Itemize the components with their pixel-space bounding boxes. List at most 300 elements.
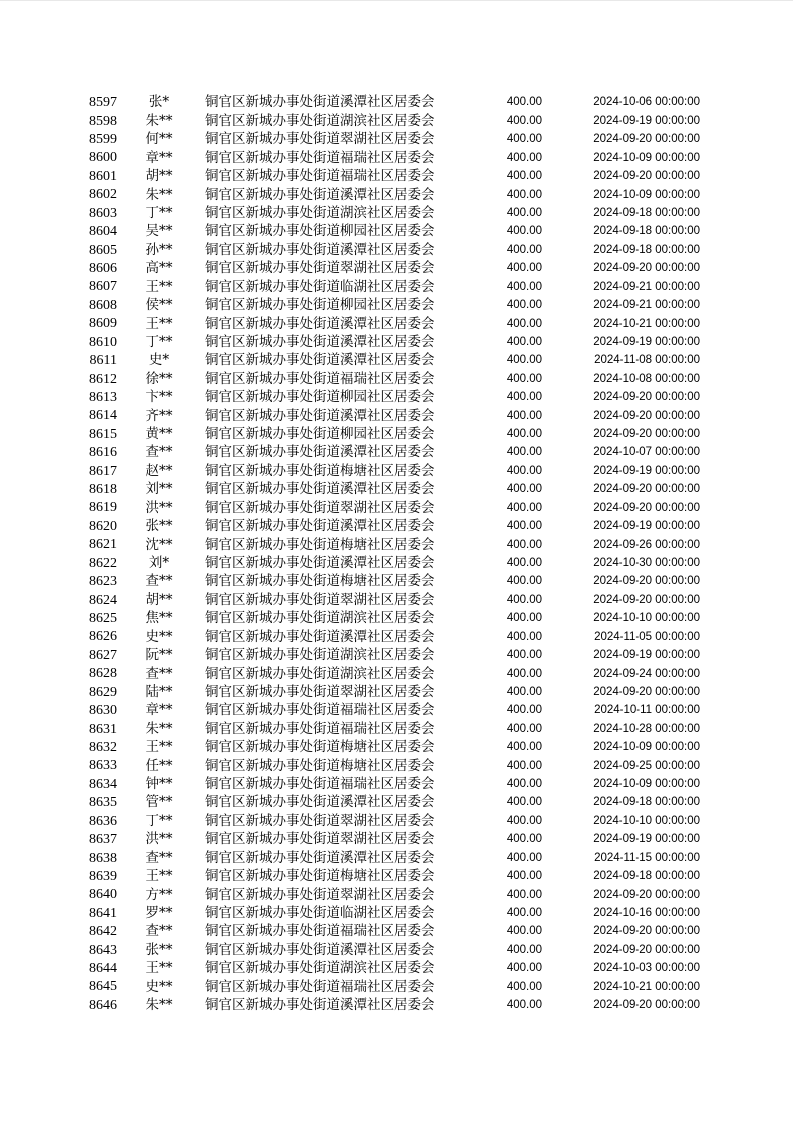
record-organization: 铜官区新城办事处街道翠湖社区居委会 (205, 886, 435, 903)
record-date: 2024-09-20 00:00:00 (593, 925, 700, 938)
record-organization: 铜官区新城办事处街道溪潭社区居委会 (205, 352, 435, 369)
record-id: 8625 (89, 611, 117, 627)
record-id: 8630 (89, 703, 117, 719)
record-name: 丁** (145, 333, 173, 350)
record-organization: 铜官区新城办事处街道翠湖社区居委会 (205, 812, 435, 829)
record-organization: 铜官区新城办事处街道福瑞社区居委会 (205, 776, 435, 793)
record-amount: 400.00 (506, 446, 542, 459)
table-row (0, 794, 793, 812)
record-organization: 铜官区新城办事处街道溪潭社区居委会 (205, 333, 435, 350)
record-id: 8628 (89, 666, 117, 682)
record-organization: 铜官区新城办事处街道溪潭社区居委会 (205, 555, 435, 571)
record-id: 8615 (89, 426, 117, 442)
record-organization: 铜官区新城办事处街道临湖社区居委会 (205, 905, 435, 922)
record-id: 8639 (89, 868, 117, 884)
record-date: 2024-10-09 00:00:00 (593, 151, 700, 164)
record-organization: 铜官区新城办事处街道湖滨社区居委会 (205, 204, 435, 221)
table-row (0, 260, 793, 278)
record-name: 赵** (145, 462, 173, 479)
record-amount: 400.00 (506, 980, 542, 993)
table-row (0, 426, 793, 444)
record-name: 卞** (145, 389, 173, 406)
record-organization: 铜官区新城办事处街道湖滨社区居委会 (205, 112, 435, 129)
record-id: 8644 (89, 961, 117, 977)
record-organization: 铜官区新城办事处街道溪潭社区居委会 (205, 997, 435, 1014)
record-name: 张* (148, 94, 170, 111)
table-row (0, 941, 793, 959)
table-row (0, 389, 793, 407)
record-name: 王** (145, 868, 173, 885)
record-organization: 铜官区新城办事处街道柳园社区居委会 (205, 389, 435, 406)
record-organization: 铜官区新城办事处街道翠湖社区居委会 (205, 683, 435, 700)
record-date: 2024-11-15 00:00:00 (594, 851, 700, 864)
record-id: 8641 (89, 905, 117, 921)
record-name: 史* (148, 352, 170, 369)
record-id: 8631 (89, 721, 117, 737)
record-name: 罗** (145, 905, 173, 922)
record-amount: 400.00 (506, 833, 542, 846)
record-date: 2024-11-08 00:00:00 (594, 354, 700, 367)
record-id: 8619 (89, 500, 117, 516)
record-date: 2024-10-09 00:00:00 (593, 188, 700, 201)
table-row (0, 352, 793, 370)
record-date: 2024-10-21 00:00:00 (593, 317, 700, 330)
record-amount: 400.00 (506, 851, 542, 864)
record-amount: 400.00 (506, 188, 542, 201)
table-row (0, 720, 793, 738)
table-row (0, 131, 793, 149)
record-name: 侯** (145, 297, 173, 314)
table-row (0, 868, 793, 886)
record-date: 2024-10-08 00:00:00 (593, 372, 700, 385)
record-date: 2024-10-21 00:00:00 (593, 980, 700, 993)
record-date: 2024-09-20 00:00:00 (593, 483, 700, 496)
record-organization: 铜官区新城办事处街道溪潭社区居委会 (205, 794, 435, 811)
record-id: 8643 (89, 942, 117, 958)
record-date: 2024-10-10 00:00:00 (593, 612, 700, 625)
record-amount: 400.00 (506, 520, 542, 533)
record-name: 何** (145, 131, 173, 148)
record-organization: 铜官区新城办事处街道翠湖社区居委会 (205, 260, 435, 277)
record-date: 2024-09-18 00:00:00 (593, 243, 700, 256)
record-id: 8624 (89, 592, 117, 608)
record-amount: 400.00 (506, 630, 542, 643)
record-date: 2024-09-20 00:00:00 (593, 575, 700, 588)
record-id: 8605 (89, 242, 117, 258)
record-organization: 铜官区新城办事处街道溪潭社区居委会 (205, 849, 435, 866)
record-name: 胡** (145, 591, 173, 608)
record-name: 钟** (145, 776, 173, 793)
record-name: 王** (145, 960, 173, 977)
table-row (0, 518, 793, 536)
record-name: 焦** (145, 610, 173, 627)
table-row (0, 978, 793, 996)
record-date: 2024-09-18 00:00:00 (593, 796, 700, 809)
record-id: 8609 (89, 316, 117, 332)
table-row (0, 831, 793, 849)
table-row (0, 960, 793, 978)
record-date: 2024-09-18 00:00:00 (593, 225, 700, 238)
record-date: 2024-10-03 00:00:00 (593, 962, 700, 975)
record-name: 史** (145, 628, 173, 645)
record-date: 2024-09-20 00:00:00 (593, 943, 700, 956)
record-organization: 铜官区新城办事处街道福瑞社区居委会 (205, 978, 435, 995)
record-date: 2024-09-20 00:00:00 (593, 593, 700, 606)
record-amount: 400.00 (506, 409, 542, 422)
record-organization: 铜官区新城办事处街道梅塘社区居委会 (205, 739, 435, 756)
record-id: 8621 (89, 537, 117, 553)
record-date: 2024-10-11 00:00:00 (594, 704, 700, 717)
record-organization: 铜官区新城办事处街道溪潭社区居委会 (205, 186, 435, 203)
record-id: 8642 (89, 924, 117, 940)
record-date: 2024-09-19 00:00:00 (593, 833, 700, 846)
record-id: 8612 (89, 371, 117, 387)
record-organization: 铜官区新城办事处街道翠湖社区居委会 (205, 131, 435, 148)
record-amount: 400.00 (506, 593, 542, 606)
table-row (0, 297, 793, 315)
table-row (0, 186, 793, 204)
record-name: 朱** (145, 186, 173, 203)
table-row (0, 168, 793, 186)
record-name: 齐** (145, 407, 173, 424)
record-id: 8608 (89, 297, 117, 313)
record-organization: 铜官区新城办事处街道梅塘社区居委会 (205, 868, 435, 885)
table-row (0, 610, 793, 628)
record-id: 8597 (89, 95, 117, 111)
record-amount: 400.00 (506, 759, 542, 772)
record-date: 2024-09-19 00:00:00 (593, 649, 700, 662)
table-row (0, 333, 793, 351)
table-row (0, 278, 793, 296)
record-date: 2024-09-18 00:00:00 (593, 206, 700, 219)
record-id: 8635 (89, 795, 117, 811)
record-amount: 400.00 (506, 96, 542, 109)
record-name: 朱** (145, 997, 173, 1014)
record-amount: 400.00 (506, 225, 542, 238)
record-id: 8620 (89, 518, 117, 534)
record-name: 查** (145, 444, 173, 461)
record-organization: 铜官区新城办事处街道福瑞社区居委会 (205, 923, 435, 940)
record-name: 朱** (145, 112, 173, 129)
record-id: 8626 (89, 629, 117, 645)
record-id: 8600 (89, 150, 117, 166)
record-amount: 400.00 (506, 170, 542, 183)
record-organization: 铜官区新城办事处街道溪潭社区居委会 (205, 315, 435, 332)
record-organization: 铜官区新城办事处街道翠湖社区居委会 (205, 831, 435, 848)
record-amount: 400.00 (506, 557, 542, 569)
record-amount: 400.00 (506, 575, 542, 588)
record-amount: 400.00 (506, 870, 542, 883)
table-row (0, 665, 793, 683)
table-row (0, 462, 793, 480)
record-date: 2024-10-10 00:00:00 (593, 814, 700, 827)
record-amount: 400.00 (506, 391, 542, 404)
record-organization: 铜官区新城办事处街道梅塘社区居委会 (205, 536, 435, 553)
record-id: 8632 (89, 739, 117, 755)
record-amount: 400.00 (506, 428, 542, 441)
record-date: 2024-09-20 00:00:00 (593, 170, 700, 183)
record-name: 孙** (145, 241, 173, 258)
table-row (0, 205, 793, 223)
record-organization: 铜官区新城办事处街道溪潭社区居委会 (205, 241, 435, 258)
record-date: 2024-09-20 00:00:00 (593, 133, 700, 146)
record-name: 任** (145, 757, 173, 774)
record-organization: 铜官区新城办事处街道溪潭社区居委会 (205, 628, 435, 645)
record-amount: 400.00 (506, 649, 542, 662)
table-row (0, 315, 793, 333)
record-name: 徐** (145, 370, 173, 387)
record-name: 阮** (145, 647, 173, 664)
record-amount: 400.00 (506, 151, 542, 164)
table-row (0, 923, 793, 941)
record-date: 2024-10-06 00:00:00 (593, 96, 700, 109)
record-organization: 铜官区新城办事处街道梅塘社区居委会 (205, 757, 435, 774)
record-id: 8622 (89, 555, 117, 571)
record-id: 8613 (89, 389, 117, 405)
record-organization: 铜官区新城办事处街道溪潭社区居委会 (205, 518, 435, 535)
record-id: 8610 (89, 334, 117, 350)
record-organization: 铜官区新城办事处街道柳园社区居委会 (205, 426, 435, 443)
record-name: 丁** (145, 204, 173, 221)
record-amount: 400.00 (506, 925, 542, 938)
record-amount: 400.00 (506, 962, 542, 975)
record-date: 2024-10-16 00:00:00 (593, 907, 700, 920)
record-name: 史** (145, 978, 173, 995)
record-name: 刘** (145, 481, 173, 498)
record-organization: 铜官区新城办事处街道湖滨社区居委会 (205, 665, 435, 682)
record-amount: 400.00 (506, 299, 542, 312)
record-date: 2024-09-20 00:00:00 (593, 262, 700, 275)
record-name: 王** (145, 278, 173, 295)
records-table (0, 94, 793, 1015)
record-name: 高** (145, 260, 173, 277)
record-id: 8645 (89, 979, 117, 995)
record-date: 2024-10-28 00:00:00 (593, 722, 700, 735)
table-row (0, 591, 793, 609)
record-name: 查** (145, 573, 173, 590)
record-amount: 400.00 (506, 907, 542, 920)
record-date: 2024-09-26 00:00:00 (593, 538, 700, 551)
record-id: 8637 (89, 832, 117, 848)
record-date: 2024-09-20 00:00:00 (593, 409, 700, 422)
record-organization: 铜官区新城办事处街道柳园社区居委会 (205, 223, 435, 240)
record-id: 8607 (89, 279, 117, 295)
record-date: 2024-10-07 00:00:00 (593, 446, 700, 459)
record-date: 2024-10-09 00:00:00 (593, 741, 700, 754)
record-id: 8614 (89, 408, 117, 424)
record-name: 方** (145, 886, 173, 903)
table-row (0, 241, 793, 259)
record-date: 2024-09-21 00:00:00 (593, 299, 700, 312)
record-amount: 400.00 (506, 612, 542, 625)
record-amount: 400.00 (506, 999, 542, 1012)
table-row (0, 997, 793, 1015)
record-id: 8629 (89, 684, 117, 700)
record-name: 洪** (145, 831, 173, 848)
record-amount: 400.00 (506, 464, 542, 477)
record-id: 8618 (89, 482, 117, 498)
record-id: 8646 (89, 997, 117, 1013)
record-amount: 400.00 (506, 814, 542, 827)
table-row (0, 702, 793, 720)
record-date: 2024-09-25 00:00:00 (593, 759, 700, 772)
record-name: 王** (145, 315, 173, 332)
record-organization: 铜官区新城办事处街道福瑞社区居委会 (205, 370, 435, 387)
record-name: 吴** (145, 223, 173, 240)
record-name: 丁** (145, 812, 173, 829)
record-amount: 400.00 (506, 483, 542, 496)
record-date: 2024-09-18 00:00:00 (593, 870, 700, 883)
record-amount: 400.00 (506, 685, 542, 698)
record-amount: 400.00 (506, 335, 542, 348)
record-organization: 铜官区新城办事处街道湖滨社区居委会 (205, 647, 435, 664)
record-name: 查** (145, 665, 173, 682)
table-row (0, 149, 793, 167)
record-organization: 铜官区新城办事处街道湖滨社区居委会 (205, 610, 435, 627)
record-organization: 铜官区新城办事处街道溪潭社区居委会 (205, 407, 435, 424)
record-organization: 铜官区新城办事处街道福瑞社区居委会 (205, 168, 435, 185)
record-id: 8604 (89, 224, 117, 240)
record-amount: 400.00 (506, 262, 542, 275)
record-id: 8640 (89, 887, 117, 903)
table-row (0, 407, 793, 425)
record-amount: 400.00 (506, 243, 542, 256)
record-name: 黄** (145, 426, 173, 443)
record-id: 8633 (89, 758, 117, 774)
record-amount: 400.00 (506, 722, 542, 735)
record-date: 2024-09-20 00:00:00 (593, 428, 700, 441)
table-row (0, 481, 793, 499)
record-organization: 铜官区新城办事处街道梅塘社区居委会 (205, 462, 435, 479)
record-organization: 铜官区新城办事处街道福瑞社区居委会 (205, 720, 435, 737)
record-amount: 400.00 (506, 741, 542, 754)
record-amount: 400.00 (506, 372, 542, 385)
record-amount: 400.00 (506, 796, 542, 809)
record-date: 2024-09-20 00:00:00 (593, 999, 700, 1012)
table-row (0, 499, 793, 517)
record-name: 沈** (145, 536, 173, 553)
record-date: 2024-09-24 00:00:00 (593, 667, 700, 680)
record-date: 2024-09-19 00:00:00 (593, 520, 700, 533)
record-amount: 400.00 (506, 206, 542, 219)
table-row (0, 536, 793, 554)
record-id: 8617 (89, 463, 117, 479)
record-organization: 铜官区新城办事处街道溪潭社区居委会 (205, 444, 435, 461)
table-row (0, 757, 793, 775)
record-name: 胡** (145, 168, 173, 185)
record-name: 朱** (145, 720, 173, 737)
record-id: 8623 (89, 574, 117, 590)
record-id: 8599 (89, 132, 117, 148)
record-id: 8603 (89, 205, 117, 221)
record-organization: 铜官区新城办事处街道柳园社区居委会 (205, 297, 435, 314)
record-name: 张** (145, 941, 173, 958)
record-organization: 铜官区新城办事处街道福瑞社区居委会 (205, 702, 435, 719)
table-row (0, 776, 793, 794)
record-organization: 铜官区新城办事处街道临湖社区居委会 (205, 278, 435, 295)
record-id: 8606 (89, 261, 117, 276)
record-name: 张** (145, 518, 173, 535)
table-row (0, 684, 793, 702)
table-row (0, 573, 793, 591)
record-date: 2024-09-19 00:00:00 (593, 335, 700, 348)
record-date: 2024-09-19 00:00:00 (593, 114, 700, 127)
record-amount: 400.00 (506, 778, 542, 791)
table-row (0, 647, 793, 665)
record-amount: 400.00 (506, 133, 542, 146)
table-row (0, 812, 793, 830)
record-amount: 400.00 (506, 501, 542, 514)
table-row (0, 628, 793, 646)
table-row (0, 444, 793, 462)
record-date: 2024-10-09 00:00:00 (593, 778, 700, 791)
record-name: 陆** (145, 683, 173, 700)
table-row (0, 370, 793, 388)
record-id: 8611 (89, 353, 117, 369)
table-row (0, 94, 793, 112)
record-name: 章** (145, 149, 173, 166)
table-row (0, 112, 793, 130)
record-name: 刘* (148, 555, 170, 571)
record-organization: 铜官区新城办事处街道湖滨社区居委会 (205, 960, 435, 977)
record-amount: 400.00 (506, 667, 542, 680)
table-row (0, 849, 793, 867)
record-date: 2024-10-30 00:00:00 (593, 557, 700, 569)
record-date: 2024-09-21 00:00:00 (593, 280, 700, 293)
record-id: 8598 (89, 113, 117, 129)
record-id: 8601 (89, 168, 117, 184)
record-amount: 400.00 (506, 943, 542, 956)
record-date: 2024-09-19 00:00:00 (593, 464, 700, 477)
record-organization: 铜官区新城办事处街道翠湖社区居委会 (205, 499, 435, 516)
record-organization: 铜官区新城办事处街道溪潭社区居委会 (205, 481, 435, 498)
record-amount: 400.00 (506, 538, 542, 551)
record-amount: 400.00 (506, 704, 542, 717)
table-row (0, 555, 793, 573)
record-id: 8616 (89, 445, 117, 461)
record-amount: 400.00 (506, 317, 542, 330)
record-date: 2024-09-20 00:00:00 (593, 501, 700, 514)
record-amount: 400.00 (506, 354, 542, 367)
record-date: 2024-09-20 00:00:00 (593, 391, 700, 404)
record-id: 8636 (89, 813, 117, 829)
record-date: 2024-09-20 00:00:00 (593, 685, 700, 698)
record-name: 查** (145, 849, 173, 866)
record-amount: 400.00 (506, 114, 542, 127)
table-row (0, 886, 793, 904)
record-name: 管** (145, 794, 173, 811)
record-organization: 铜官区新城办事处街道翠湖社区居委会 (205, 591, 435, 608)
record-name: 王** (145, 739, 173, 756)
record-name: 查** (145, 923, 173, 940)
table-row (0, 905, 793, 923)
record-date: 2024-11-05 00:00:00 (594, 630, 700, 643)
record-organization: 铜官区新城办事处街道溪潭社区居委会 (205, 94, 435, 111)
record-organization: 铜官区新城办事处街道溪潭社区居委会 (205, 941, 435, 958)
record-amount: 400.00 (506, 280, 542, 293)
record-organization: 铜官区新城办事处街道福瑞社区居委会 (205, 149, 435, 166)
record-id: 8602 (89, 187, 117, 203)
record-amount: 400.00 (506, 888, 542, 901)
record-id: 8638 (89, 850, 117, 866)
record-name: 章** (145, 702, 173, 719)
record-name: 洪** (145, 499, 173, 516)
record-date: 2024-09-20 00:00:00 (593, 888, 700, 901)
table-row (0, 223, 793, 241)
record-organization: 铜官区新城办事处街道梅塘社区居委会 (205, 573, 435, 590)
table-row (0, 739, 793, 757)
record-id: 8627 (89, 647, 117, 663)
